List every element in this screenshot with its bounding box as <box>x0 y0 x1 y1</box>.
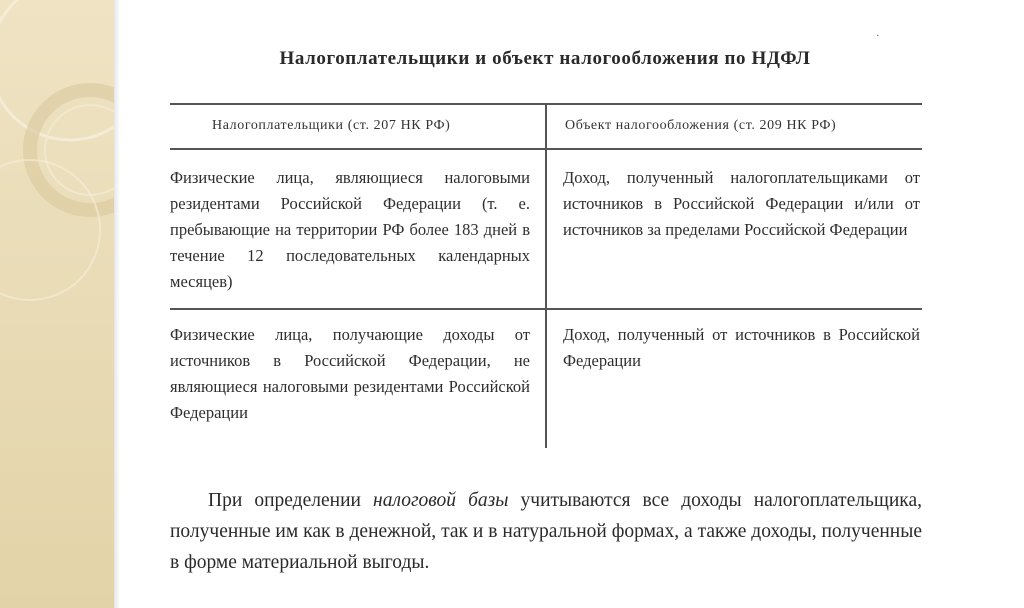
paragraph-emphasis: налоговой базы <box>373 490 509 511</box>
page-title: Налогоплательщики и объект налогообложения по НДФЛ <box>279 48 811 69</box>
table-cell-object-row-1: Доход, полученный налогоплательщиками от источников в Российской Федерации и/или от источников за пределами Российской Федерации <box>563 168 920 239</box>
tax-base-paragraph <box>170 485 922 578</box>
decorative-side-band <box>0 0 114 608</box>
side-band-shadow <box>114 0 120 608</box>
table-cell-taxpayer-row-1: Физические лица, являющиеся налоговыми резидентами Российской Федерации (т. е. пребывающие на территории РФ более 183 дней в течение 12 последовательных календарных месяцев) <box>170 168 530 291</box>
table-header-taxpayers: Налогоплательщики (ст. 207 НК РФ) <box>212 118 451 133</box>
paragraph-text-end: учитываются все доходы налогоплательщика, полученные им как в денежной, так и в натуральной формах, а также доходы, полученные в форме материальной выгоды. <box>170 490 923 573</box>
corner-mark: · <box>876 30 880 42</box>
table-cell-object-row-2: Доход, полученный от источников в Российской Федерации <box>563 325 920 370</box>
table-cell-taxpayer-row-2: Физические лица, получающие доходы от источников в Российской Федерации, не являющиеся налоговыми резидентами Российской Федерации <box>170 325 530 422</box>
table-header-tax-object: Объект налогообложения (ст. 209 НК РФ) <box>565 118 837 133</box>
table-column-divider <box>545 103 547 448</box>
decorative-swirl-graphic <box>0 0 114 608</box>
paragraph-text-start: При определении <box>208 490 374 511</box>
